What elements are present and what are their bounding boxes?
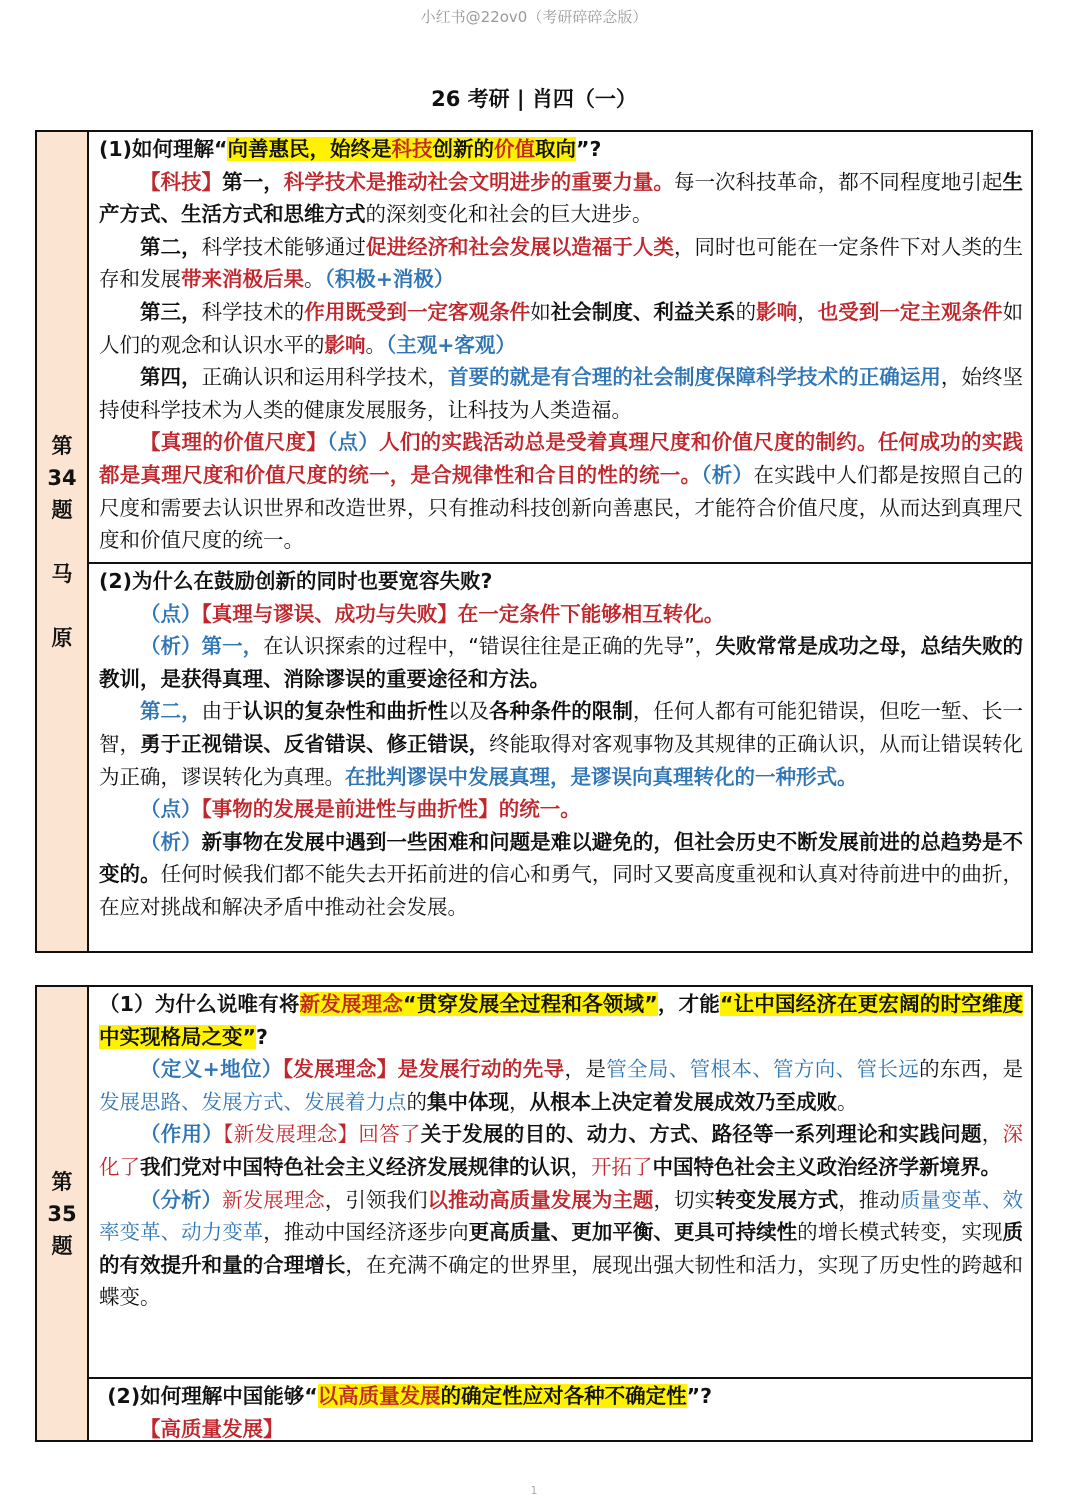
text-run: （析）: [140, 829, 202, 854]
text-run: 【新发展理念】: [223, 1122, 359, 1147]
text-run: 价值: [493, 137, 535, 161]
text-run: ，推动: [838, 1187, 900, 1212]
text-run: 的: [406, 1089, 427, 1114]
text-run: “让中国经济在更宏阔的时空维度中实现格局之变”: [99, 992, 1024, 1049]
text-run: 我们党对中国特色社会主义经济发展规律的认识: [140, 1154, 571, 1179]
text-run: 。: [304, 267, 325, 292]
text-run: （点）: [327, 430, 380, 455]
sub-question: [99, 133, 1023, 166]
page-title: 26 考研 | 肖四（一）: [431, 87, 637, 111]
text-run: 的确定性应对各种不确定性: [440, 1384, 687, 1408]
text-run: （作用）: [140, 1122, 224, 1147]
text-run: 每一次科技革命，都不同程度地引起: [673, 169, 1003, 194]
text-run: 深化了: [99, 1122, 1024, 1179]
text-run: 人们的实践活动总是受着真理尺度和价值尺度的制约。任何成功的实践都是真理尺度和价值尺度的统一，是合规律性和合目的性的统一。: [99, 430, 1024, 487]
text-run: 科技: [391, 137, 433, 161]
text-run: 新事物在发展中遇到一些困难和问题是难以避免的，但社会历史不断发展前进的总趋势是不变的。: [99, 829, 1023, 887]
text-run: ，任何人都有可能犯错误，但吃一堑、长一智，: [99, 699, 1024, 756]
text-run: （分析）: [140, 1187, 223, 1212]
side-text: 35: [47, 1201, 77, 1226]
text-run: 促进经济和社会发展以造福于人类: [365, 234, 674, 259]
text-run: （主观+客观）: [386, 332, 516, 357]
text-run: 集中体现: [427, 1089, 509, 1114]
sub-question: [99, 1380, 1023, 1413]
text-run: ”?: [686, 1384, 713, 1408]
text-run: 终能取得对客观事物及其规律的正确认识，从而让错误转化为正确，谬误转化为真理。: [99, 731, 1024, 789]
text-run: ，: [509, 1089, 530, 1114]
answer-paragraph: [99, 630, 1023, 695]
side-text: 题: [51, 497, 73, 522]
text-run: 管全局、管根本、管方向、管长远: [606, 1057, 920, 1082]
text-run: 是发展行动的先导: [397, 1057, 565, 1082]
question-34-part-2: [89, 562, 1031, 951]
text-run: 在实践中人们都是按照自己的尺度和需要去认识世界和改造世界，只有推动科技创新向善惠民，才能符合价值尺度，从而达到真理尺度和价值尺度的统一。: [99, 462, 1024, 553]
text-run: 鼓励创新的同时也要宽容失败: [214, 569, 481, 593]
answer-paragraph: [99, 695, 1023, 793]
text-run: 【事物的发展是前进性与曲折性】: [201, 797, 499, 822]
text-run: 新发展理念: [299, 992, 404, 1016]
text-run: 第二，: [140, 234, 202, 259]
question-34-part-1: [89, 132, 1031, 562]
answer-paragraph: [99, 598, 1023, 631]
text-run: ，在充满不确定的世界里，展现出强大韧性和活力，实现了历史性的跨越和蝶变。: [99, 1252, 1024, 1310]
text-run: 首要的就是有合理的社会制度保障科学技术的正确运用: [448, 365, 941, 390]
text-run: 第一，: [222, 169, 284, 194]
question-35-part-1: [89, 987, 1031, 1377]
text-run: (1)如何理解“: [99, 137, 228, 161]
text-run: 向善惠民，始终是: [227, 137, 392, 161]
text-run: （点）: [140, 797, 202, 822]
text-run: 各种条件的限制: [489, 699, 633, 724]
text-run: 影响: [324, 332, 366, 357]
text-run: 也受到一定主观条件: [817, 299, 1003, 324]
text-run: 【发展理念】: [282, 1057, 398, 1082]
text-run: 勇于正视错误、反省错误、修正错误，: [140, 731, 490, 756]
text-run: ，: [797, 299, 818, 324]
text-run: 第四，: [140, 365, 202, 390]
text-run: 任何时候我们都不能失去开拓前进的信心和勇气，同时又要高度重视和认真对待前进中的曲折，在应对挑战和解决矛盾中推动社会发展。: [99, 862, 1024, 919]
text-run: ，切实: [653, 1187, 716, 1212]
text-run: 的增长模式转变，实现: [797, 1220, 1003, 1245]
text-run: ，才能: [657, 992, 720, 1016]
text-run: 转变发展方式: [715, 1187, 839, 1212]
text-run: 的统一。: [498, 797, 581, 822]
text-run: （1）为什么说唯有将: [99, 992, 300, 1016]
answer-paragraph: [99, 826, 1023, 924]
text-run: 第二，: [140, 699, 202, 724]
text-run: 中国特色社会主义政治经济学新境界。: [652, 1154, 1001, 1179]
text-run: ?: [480, 569, 493, 593]
text-run: 带来消极后果: [181, 267, 304, 292]
text-run: （点）: [140, 601, 202, 626]
text-run: 更高质量、更加平衡、更具可持续性: [468, 1220, 798, 1245]
answer-paragraph: [99, 793, 1023, 826]
text-run: 在一定条件下能够相互转化。: [457, 601, 725, 626]
question-35-table: [35, 985, 1033, 1442]
text-run: （积极+消极）: [324, 267, 455, 292]
text-run: 科学技术的: [201, 299, 305, 324]
text-run: ，推动中国经济逐步向: [263, 1220, 469, 1245]
text-run: 以及: [448, 699, 490, 724]
text-run: 关于发展的目的、动力、方式、路径等一系列理论和实践问题: [420, 1122, 982, 1147]
answer-paragraph: [99, 166, 1023, 231]
text-run: 。: [837, 1089, 858, 1114]
question-34-table: [35, 130, 1033, 953]
text-run: 以推动高质量发展为主题: [427, 1187, 654, 1212]
text-run: 【高质量发展】: [140, 1416, 284, 1440]
text-run: 发展思路、发展方式、发展着力点: [99, 1089, 407, 1114]
text-run: 由于: [201, 699, 243, 724]
answer-paragraph: [99, 1118, 1023, 1183]
text-run: (2)为什么在: [99, 569, 215, 593]
answer-paragraph: [99, 426, 1023, 556]
text-run: 科学技术能够通过: [201, 234, 366, 259]
text-run: 。: [365, 332, 386, 357]
text-run: （定义+地位）: [140, 1057, 283, 1082]
text-run: 正确认识和运用科学技术，: [201, 365, 449, 390]
text-run: 社会制度、利益关系: [550, 299, 736, 324]
text-run: 【真理的价值尺度】: [140, 430, 328, 455]
text-run: 【科技】: [140, 169, 223, 194]
side-text: 34: [47, 465, 77, 490]
text-run: 的东西，是: [919, 1057, 1024, 1082]
text-run: ，: [981, 1122, 1003, 1147]
text-run: 在批判谬误中发展真理，是谬误向真理转化的一种形式。: [345, 764, 858, 789]
text-run: ，: [570, 1154, 591, 1179]
text-run: 的深刻变化和社会的巨大进步。: [365, 202, 653, 227]
sub-question: [99, 565, 1023, 598]
answer-paragraph: [99, 1053, 1023, 1118]
answer-paragraph: [99, 361, 1023, 426]
text-run: 从根本上决定着发展成效乃至成败: [529, 1089, 837, 1114]
side-text: 第: [51, 433, 73, 458]
text-run: 认识的复杂性和曲折性: [242, 699, 449, 724]
side-text: 题: [51, 1233, 73, 1258]
text-run: 如: [530, 299, 551, 324]
text-run: 【真理与谬误、成功与失败】: [201, 601, 458, 626]
text-run: 在认识探索的过程中，“错误往往是正确的先导”，: [263, 634, 716, 659]
text-run: 以高质量发展: [317, 1384, 441, 1408]
text-run: 质量变革、效率变革、动力变革: [99, 1187, 1024, 1245]
answer-paragraph: [99, 1184, 1023, 1314]
text-run: 取向: [534, 137, 576, 161]
text-run: 影响: [756, 299, 798, 324]
text-run: 新发展理念: [222, 1187, 325, 1212]
text-run: ?: [255, 1024, 268, 1049]
question-35-part-2: [89, 1377, 1031, 1440]
answer-paragraph: [99, 296, 1023, 361]
text-run: ”?: [575, 137, 602, 161]
text-run: “贯穿发展全过程和各领域”: [403, 992, 658, 1016]
text-run: 质的有效提升和量的合理增长: [99, 1220, 1024, 1277]
text-run: （析）: [701, 462, 754, 487]
text-run: （析）第一，: [140, 634, 264, 659]
question-35-side-label: [37, 987, 89, 1440]
text-run: ，同时也可能在一定条件下对人类的生存和发展: [99, 234, 1024, 292]
text-run: ，引领我们: [324, 1187, 428, 1212]
text-run: 开拓了: [591, 1154, 653, 1179]
text-run: 回答了: [358, 1122, 421, 1147]
answer-paragraph: [99, 231, 1023, 296]
text-run: ，始终坚持使科学技术为人类的健康发展服务，让科技为人类造福。: [99, 365, 1024, 422]
answer-paragraph: [99, 1413, 1023, 1440]
watermark-text: 小红书@22ov0（考研碎碎念版）: [420, 8, 648, 26]
text-run: 的: [735, 299, 757, 324]
text-run: 作用既受到一定客观条件: [304, 299, 531, 324]
side-text: 第: [51, 1169, 73, 1194]
question-34-side-label: [37, 132, 89, 951]
sub-question: [99, 988, 1023, 1053]
text-run: 科学技术是推动社会文明进步的重要力量。: [283, 169, 674, 194]
text-run: 如人们的观念和认识水平的: [99, 299, 1024, 357]
text-run: 生产方式、生活方式和思维方式: [99, 169, 1024, 227]
side-text: 原: [51, 625, 73, 650]
text-run: 失败常常是成功之母，总结失败的教训，是获得真理、消除谬误的重要途径和方法。: [99, 634, 1023, 691]
page-number: 1: [530, 1484, 538, 1497]
side-text: 马: [51, 561, 73, 586]
text-run: 第三，: [140, 299, 202, 324]
text-run: 创新的: [432, 137, 494, 161]
text-run: (2)如何理解中国能够“: [107, 1384, 318, 1408]
text-run: ，是: [564, 1057, 607, 1082]
